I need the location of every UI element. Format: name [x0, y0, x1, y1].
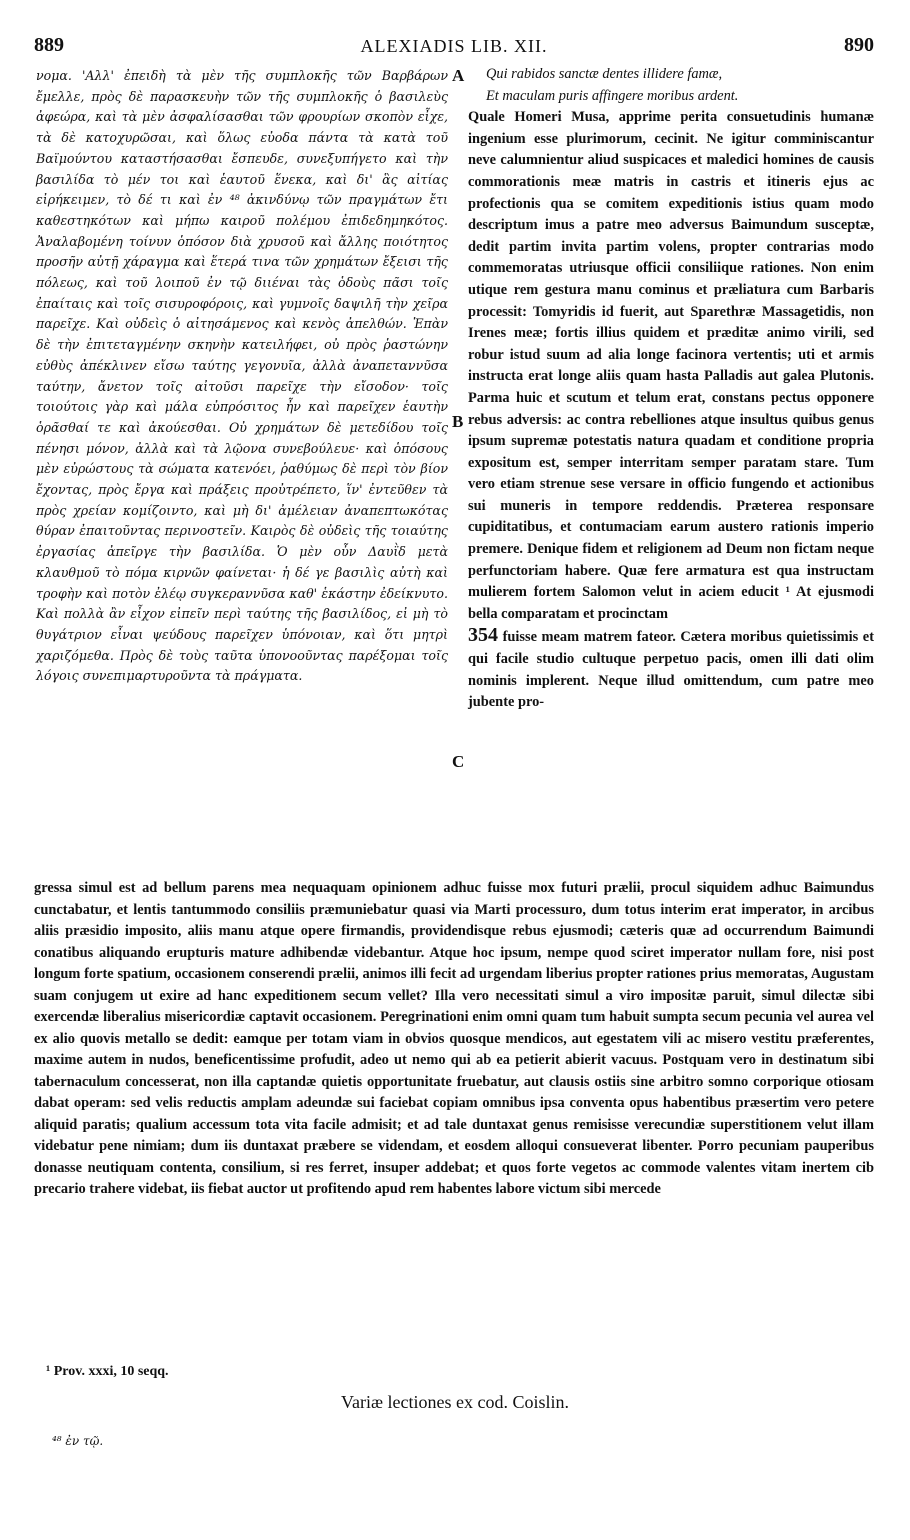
- verse-line-1: Qui rabidos sanctæ dentes illidere famæ,: [486, 66, 723, 82]
- running-title: ALEXIADIS LIB. XII.: [360, 36, 548, 56]
- page-number-left: 889: [34, 34, 64, 56]
- margin-letter-b: B: [452, 412, 464, 431]
- latin-paragraph-2: [468, 625, 874, 713]
- greek-column: [36, 66, 448, 687]
- latin-full-width-text: [34, 878, 874, 1201]
- page-header: [34, 34, 874, 62]
- margin-letter-a: A: [452, 66, 465, 85]
- latin-column: [468, 64, 874, 714]
- variant-note: ⁴⁸ ἐν τῷ.: [52, 1434, 104, 1448]
- variae-lectiones-heading: Variæ lectiones ex cod. Coislin.: [341, 1392, 569, 1412]
- margin-letter-c: C: [452, 752, 465, 771]
- verse-line-2: Et maculam puris affingere moribus ardent.: [486, 87, 739, 104]
- latin-paragraph-1-text: Quale Homeri Musa, apprime perita consuetudinis humanæ ingenium esse plurimorum, cecinit. Ne igitur comminiscantur neve calumnientur aliud suspicaces et maledici homines de causis commorationis meæ matris in castris et itineris ejus ac profectionis qua se comitem expeditionis istius quam modo descriptum imus a patre meo adversus Baimundum susceptæ, dedit partim invita partim volens, propter contrarias modo commemoratas utriusque officii consiliique rationes. Non enim utique rem gestura manu cominus et præliatura cum Barbaris processit: Tomyridis id fuerit, aut Sparethræ Massagetidis, non Irenes meæ; fortis illius quidem et præditæ animo virili, sed robur istud suum ad alia longe facinora vertentis; uti et armis instructa erat longe aliis quam hasta Palladis aut galea Plutonis. Parma huic et scutum et telum erat, constans pectus opponere rebus adversis: ac contra rebelliones atque insultus quibus genus ipsum supremæ potestatis natura quadam et conditione propria expositum est, semper interritam semper paratam stare. Tum vero etiam strenue sese versare in officio fungendo et actionibus sui muneris in tempore reddendis. Præterea responsare cupiditatibus, et contumaciam earum austero rationis imperio premere. Denique fidem et religionem ad Deum non fictam neque perfunctoriam habere. Quæ fere armatura est qua instructam mulierem fortem Salomon velut in aciem educit ¹ At ejusmodi bella comparatam et procinctam: [468, 109, 874, 622]
- latin-full-text: gressa simul est ad bellum parens mea nequaquam opinionem adhuc fuisse mox futuri prælii, procul siquidem adhuc Baimundus cunctabatur, et lentis tantummodo consiliis præmuniebatur quasi via Marti processuro, dum totus interim erat imperator, in arcibus aliis præsidio imposito, aliis manu atque opere firmandis, providendisque rebus ejusmodi; cæteris quæ ad occurrendum Baimundi conatibus aliquando erupturis mature adhibendæ videbantur. Atque hoc ipsum, nempe quod sciret imperator nullam fore, nisi post longum forte spatium, occasionem conserendi prælii, animos illi fecit ad urgendam liberius propter rationes prius memoratas, Augustam suam conjugem ut exire ad hanc expeditionem secum vellet? Illa vero necessitati simul a viro impositæ paruit, simul dilectæ sibi exercendæ liberalius misericordiæ captavit occasionem. Peregrinationi enim omni quam tum habuit sumpta secum pecunia vel aurea vel ex alio quovis metallo se dedit: eamque per totam viam in obvios quosque mendicos, aut egestatem vili ac misero vestitu præferentes, maxime autem in nudos, beneficentissime profudit, adeo ut nemo qui ab ea petierit abierit vacuus. Postquam vero in destinatum sibi tabernaculum concesserat, non illa captandæ quietis opportunitate fruebatur, aut clausis ostiis sine arbitro somno corporique otiosam dabat operam: sed velis reductis amplam adeundæ sui faciebat copiam omnibus ipsa conventa opus habentibus præsertim vero petere aliquid paratis; qualium accessum tota vita facile admisit; et ad tale duntaxat genus remisisse verecundiæ superstitionem velut illam videbatur pene nimiam; dum iis duntaxat præbere se videndam, et eosdem alloqui consueverat libenter. Porro pecuniam pauperibus donasse neutiquam contenta, consilium, si res ferret, insuper addebat; et quos forte vegetos ac commode valentes vitam inertem cib precario trahere videbat, iis fiebat auctor ut profitendo apud rem habentes labore victum sibi mercede: [34, 880, 874, 1197]
- greek-text: νομα. 'Αλλ' ἐπειδὴ τὰ μὲν τῆς συμπλοκῆς τῶν Βαρβάρων ἔμελλε, πρὸς δὲ παρασκευὴν τῶν τῆς συμπλοκῆς ὁ βασιλεὺς ἀφεώρα, καὶ τὰ μὲν ἀσφαλίσασθαι τῶν φρουρίων σκοπὸν εἶχε, τὰ δὲ κατοχυρῶσαι, καὶ ὅλως εὐοδα πάντα τὰ κατὰ τοῦ Βαϊμούντου καταστήσασθαι ἔσπευδε, συνεξυπήγετο καὶ τὴν βασιλίδα τὸ μέν τοι καὶ ἑαυτοῦ ἕνεκα, καὶ δι' ἃς αἰτίας εἰρήκειμεν, τὸ δέ τι καὶ ἐν ⁴⁸ ἀκινδύνῳ τῶν πραγμάτων ἔτι καθεστηκότων καὶ μήπω καιροῦ πολέμου ἐπιδεδημηκότος. Ἀναλαβομένη τοίνυν ὁπόσον διὰ χρυσοῦ καὶ ἄλλης ποιότητος προσῆν αὐτῇ χάραγμα καὶ ἕτερά τινα τῶν χρημάτων ἔξεισι τῆς πόλεως, καὶ τοῦ λοιποῦ ἐν τῷ διιέναι τὰς ὁδοὺς πᾶσι τοῖς ἐπαίταις καὶ τοῖς σισυροφόροις, καὶ γυμνοῖς δαψιλῆ τὴν χεῖρα παρεῖχε. Καὶ οὐδεὶς ὁ αἰτησάμενος καὶ κενὸς ἀπελθών. Ἐπὰν δὲ τὴν ἐπιτεταγμένην σκηνὴν κατειλήφει, οὐ πρὸς ῥαστώνην εὐθὺς ἀπέκλινεν εἴσω ταύτης γεγονυῖα, ἀλλὰ ἀναπεταννῦσα ταύτην, ἄνετον τοῖς αἰτοῦσι παρεῖχε τὴν εἴσοδον· τοῖς τοιούτοις γὰρ καὶ μάλα εὐπρόσιτος ἦν καὶ παρεῖχεν ἑαυτὴν ὁρᾶσθαί τε καὶ ἀκούεσθαι. Οὐ χρημάτων δὲ μετεδίδου τοῖς πένησι μόνον, ἀλλὰ καὶ τὰ λῷονα συνεβούλευε· καὶ ὁπόσους μὲν εὐρώστους τὰ σώματα κατενόει, ῥαθύμως δὲ περὶ τὸν βίον ἔχοντας, πρὸς ἔργα καὶ πράξεις προὐτρέπετο, ἵν' ἐντεῦθεν τὰ πρὸς χρείαν κομίζοιντο, καὶ μὴ δι' ἀμέλειαν ἀναπεπτωκότας θύραν ἐπαιτοῦντας περινοστεῖν. Καιρὸς δὲ οὐδεὶς τῆς τοιαύτης ἐργασίας ἀπεῖργε τὴν βασιλίδα. Ὁ μὲν οὖν Δαυῒδ μετὰ κλαυθμοῦ τὸ πόμα κιρνῶν φαίνεται· ἡ δέ γε βασιλὶς αὐτὴ καὶ τροφὴν καὶ ποτὸν ἐλέῳ συγκεραννῦσα καθ' ἑκάστην ἐδείκνυτο. Καὶ πολλὰ ἂν εἶχον εἰπεῖν περὶ ταύτης τῆς βασιλίδος, εἰ μὴ τὸ θυγάτριον εἶναι ψεύδους παρεῖχεν ὑπόνοιαν, καὶ ὅτι μητρὶ χαριζόμεθα. Πρὸς δὲ τοὺς ταῦτα ὑπονοοῦντας παρέξομαι τοῖς λόγοις συνεπιμαρτυροῦντα τὰ πράγματα.: [36, 68, 448, 684]
- latin-paragraph-1: [468, 107, 874, 625]
- footnote: ¹ Prov. xxxi, 10 seqq.: [46, 1364, 169, 1379]
- page-marker: 354: [468, 624, 498, 647]
- latin-paragraph-2-text: fuisse meam matrem fateor. Cætera moribus quietissimis et qui facile studio cultuque perpetuo pacis, omen illi dati olim nominis implerent. Neque illud omittendum, cum patre meo jubente pro-: [468, 629, 874, 711]
- page-number-right: 890: [844, 34, 874, 56]
